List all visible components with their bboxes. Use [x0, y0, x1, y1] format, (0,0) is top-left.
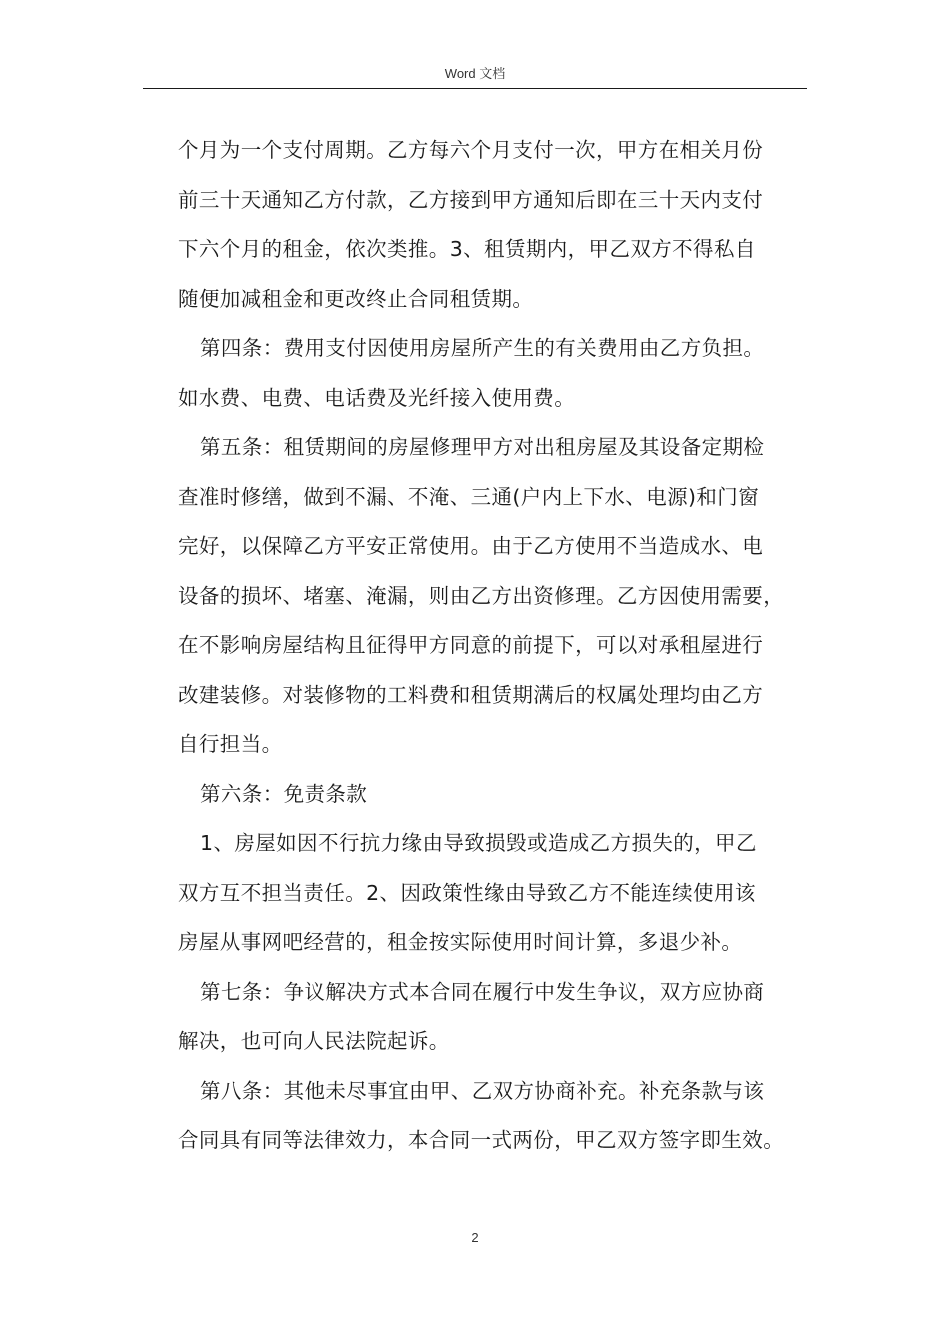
body-line: 双方互不担当责任。2、因政策性缘由导致乙方不能连续使用该 — [178, 880, 756, 905]
body-line: 个月为一个支付周期。乙方每六个月支付一次，甲方在相关月份 — [178, 138, 764, 162]
article-4-heading-line: 第四条：费用支付因使用房屋所产生的有关费用由乙方负担。 — [200, 336, 765, 360]
body-line: 前三十天通知乙方付款，乙方接到甲方通知后即在三十天内支付 — [178, 187, 764, 212]
clause-1-line: 1、房屋如因不行抗力缘由导致损毁或造成乙方损失的，甲乙 — [200, 831, 757, 855]
article-5-heading-line: 第五条：租赁期间的房屋修理甲方对出租房屋及其设备定期检 — [200, 435, 765, 459]
body-line: 改建装修。对装修物的工料费和租赁期满后的权属处理均由乙方 — [178, 682, 764, 707]
document-body — [178, 126, 818, 1166]
body-line: 如水费、电费、电话费及光纤接入使用费。 — [178, 385, 576, 410]
article-7-heading-line: 第七条：争议解决方式本合同在履行中发生争议，双方应协商 — [200, 979, 765, 1004]
body-line: 完好，以保障乙方平安正常使用。由于乙方使用不当造成水、电 — [178, 534, 764, 558]
article-8-heading-line: 第八条：其他未尽事宜由甲、乙双方协商补充。补充条款与该 — [200, 1078, 765, 1103]
body-line: 在不影响房屋结构且征得甲方同意的前提下，可以对承租屋进行 — [178, 633, 764, 657]
body-line: 合同具有同等法律效力，本合同一式两份，甲乙双方签字即生效。 — [178, 1128, 785, 1152]
body-line: 房屋从事网吧经营的，租金按实际使用时间计算，多退少补。 — [178, 930, 743, 954]
page-number: 2 — [471, 1230, 479, 1245]
body-line: 随便加减租金和更改终止合同租赁期。 — [178, 286, 534, 311]
article-6-heading-line: 第六条：免责条款 — [200, 781, 368, 806]
body-line: 自行担当。 — [178, 732, 283, 756]
body-line: 解决，也可向人民法院起诉。 — [178, 1029, 450, 1053]
body-line: 设备的损坏、堵塞、淹漏，则由乙方出资修理。乙方因使用需要， — [178, 583, 785, 608]
body-line: 查准时修缮，做到不漏、不淹、三通(户内上下水、电源)和门窗 — [178, 484, 760, 509]
page-header-title: Word 文档 — [444, 66, 506, 81]
body-line: 下六个月的租金，依次类推。3、租赁期内，甲乙双方不得私自 — [178, 237, 756, 261]
header-divider — [143, 88, 807, 89]
